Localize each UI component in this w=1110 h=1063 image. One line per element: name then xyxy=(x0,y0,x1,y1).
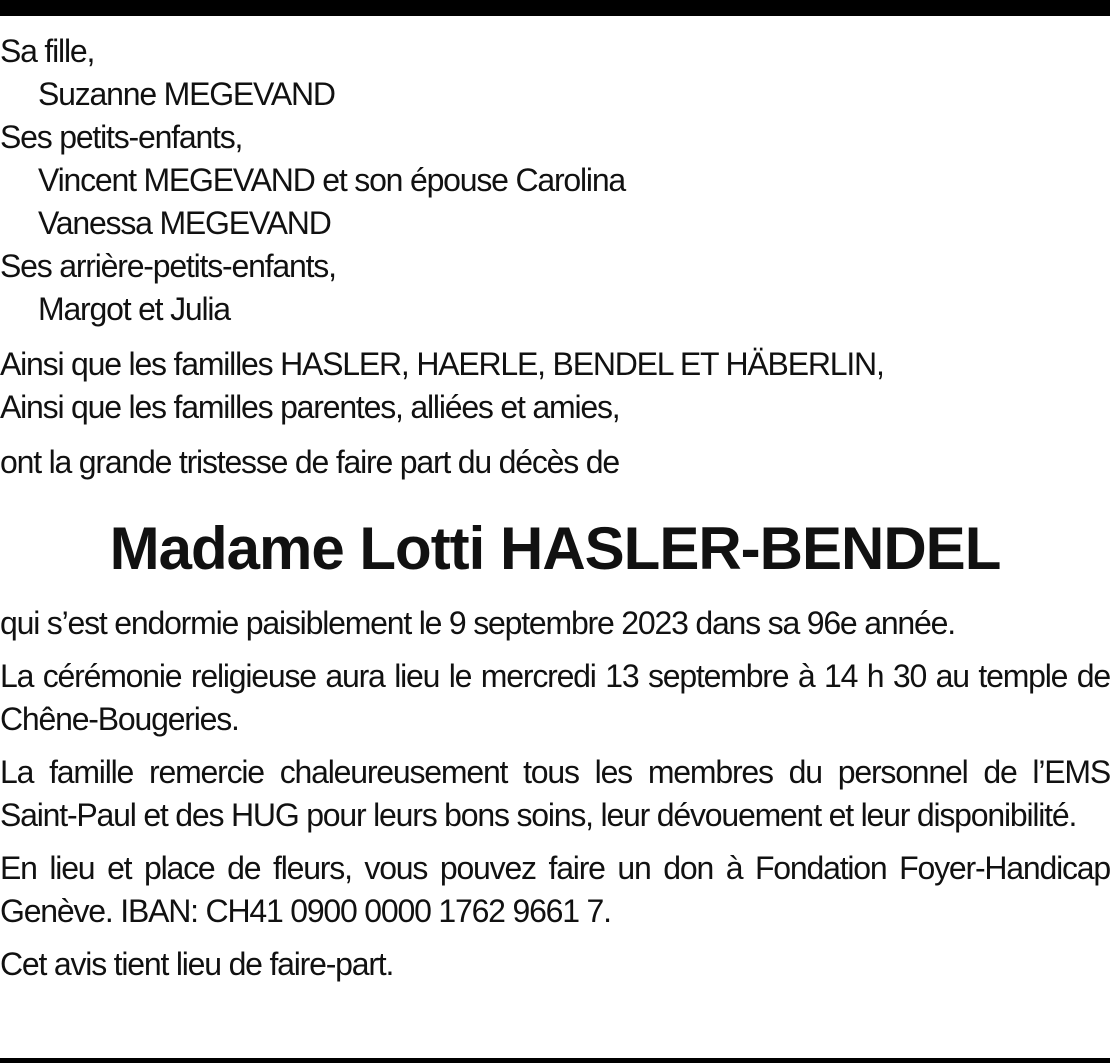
closing-line: Cet avis tient lieu de faire-part. xyxy=(0,946,394,982)
thanks-paragraph: La famille remercie chaleureusement tous les membres du personnel de l’EMS Saint-Paul et des HUG pour leurs bons soins, leur dévouement et leur disponibilité. xyxy=(0,754,1110,833)
ceremony-details: La cérémonie religieuse aura lieu le mercredi 13 septembre à 14 h 30 au temple de Chêne-Bougeries. xyxy=(0,658,1110,737)
great-grandchildren-names: Margot et Julia xyxy=(38,291,230,327)
great-grandchildren-heading: Ses arrière-petits-enfants, xyxy=(0,248,336,284)
daughter-name: Suzanne MEGEVAND xyxy=(38,76,335,112)
top-rule xyxy=(0,0,1110,16)
bottom-rule xyxy=(0,1058,1110,1063)
families-line-1: Ainsi que les familles HASLER, HAERLE, BENDEL ET HÄBERLIN, xyxy=(0,346,884,382)
families-line-2: Ainsi que les familles parentes, alliées et amies, xyxy=(0,389,620,425)
deceased-name: Madame Lotti HASLER-BENDEL xyxy=(109,515,1001,582)
announcement: ont la grande tristesse de faire part du décès de xyxy=(0,444,619,480)
grandchildren-heading: Ses petits-enfants, xyxy=(0,119,243,155)
death-notice: qui s’est endormie paisiblement le 9 septembre 2023 dans sa 96e année. xyxy=(0,605,955,641)
grandchild-name: Vanessa MEGEVAND xyxy=(38,205,331,241)
grandchild-name: Vincent MEGEVAND et son épouse Carolina xyxy=(38,162,626,198)
donation-paragraph: En lieu et place de fleurs, vous pouvez faire un don à Fondation Foyer-Handicap Genève. IBAN: CH41 0900 0000 1762 9661 7. xyxy=(0,850,1110,929)
daughter-heading: Sa fille, xyxy=(0,33,95,69)
obituary-notice xyxy=(0,30,1110,986)
